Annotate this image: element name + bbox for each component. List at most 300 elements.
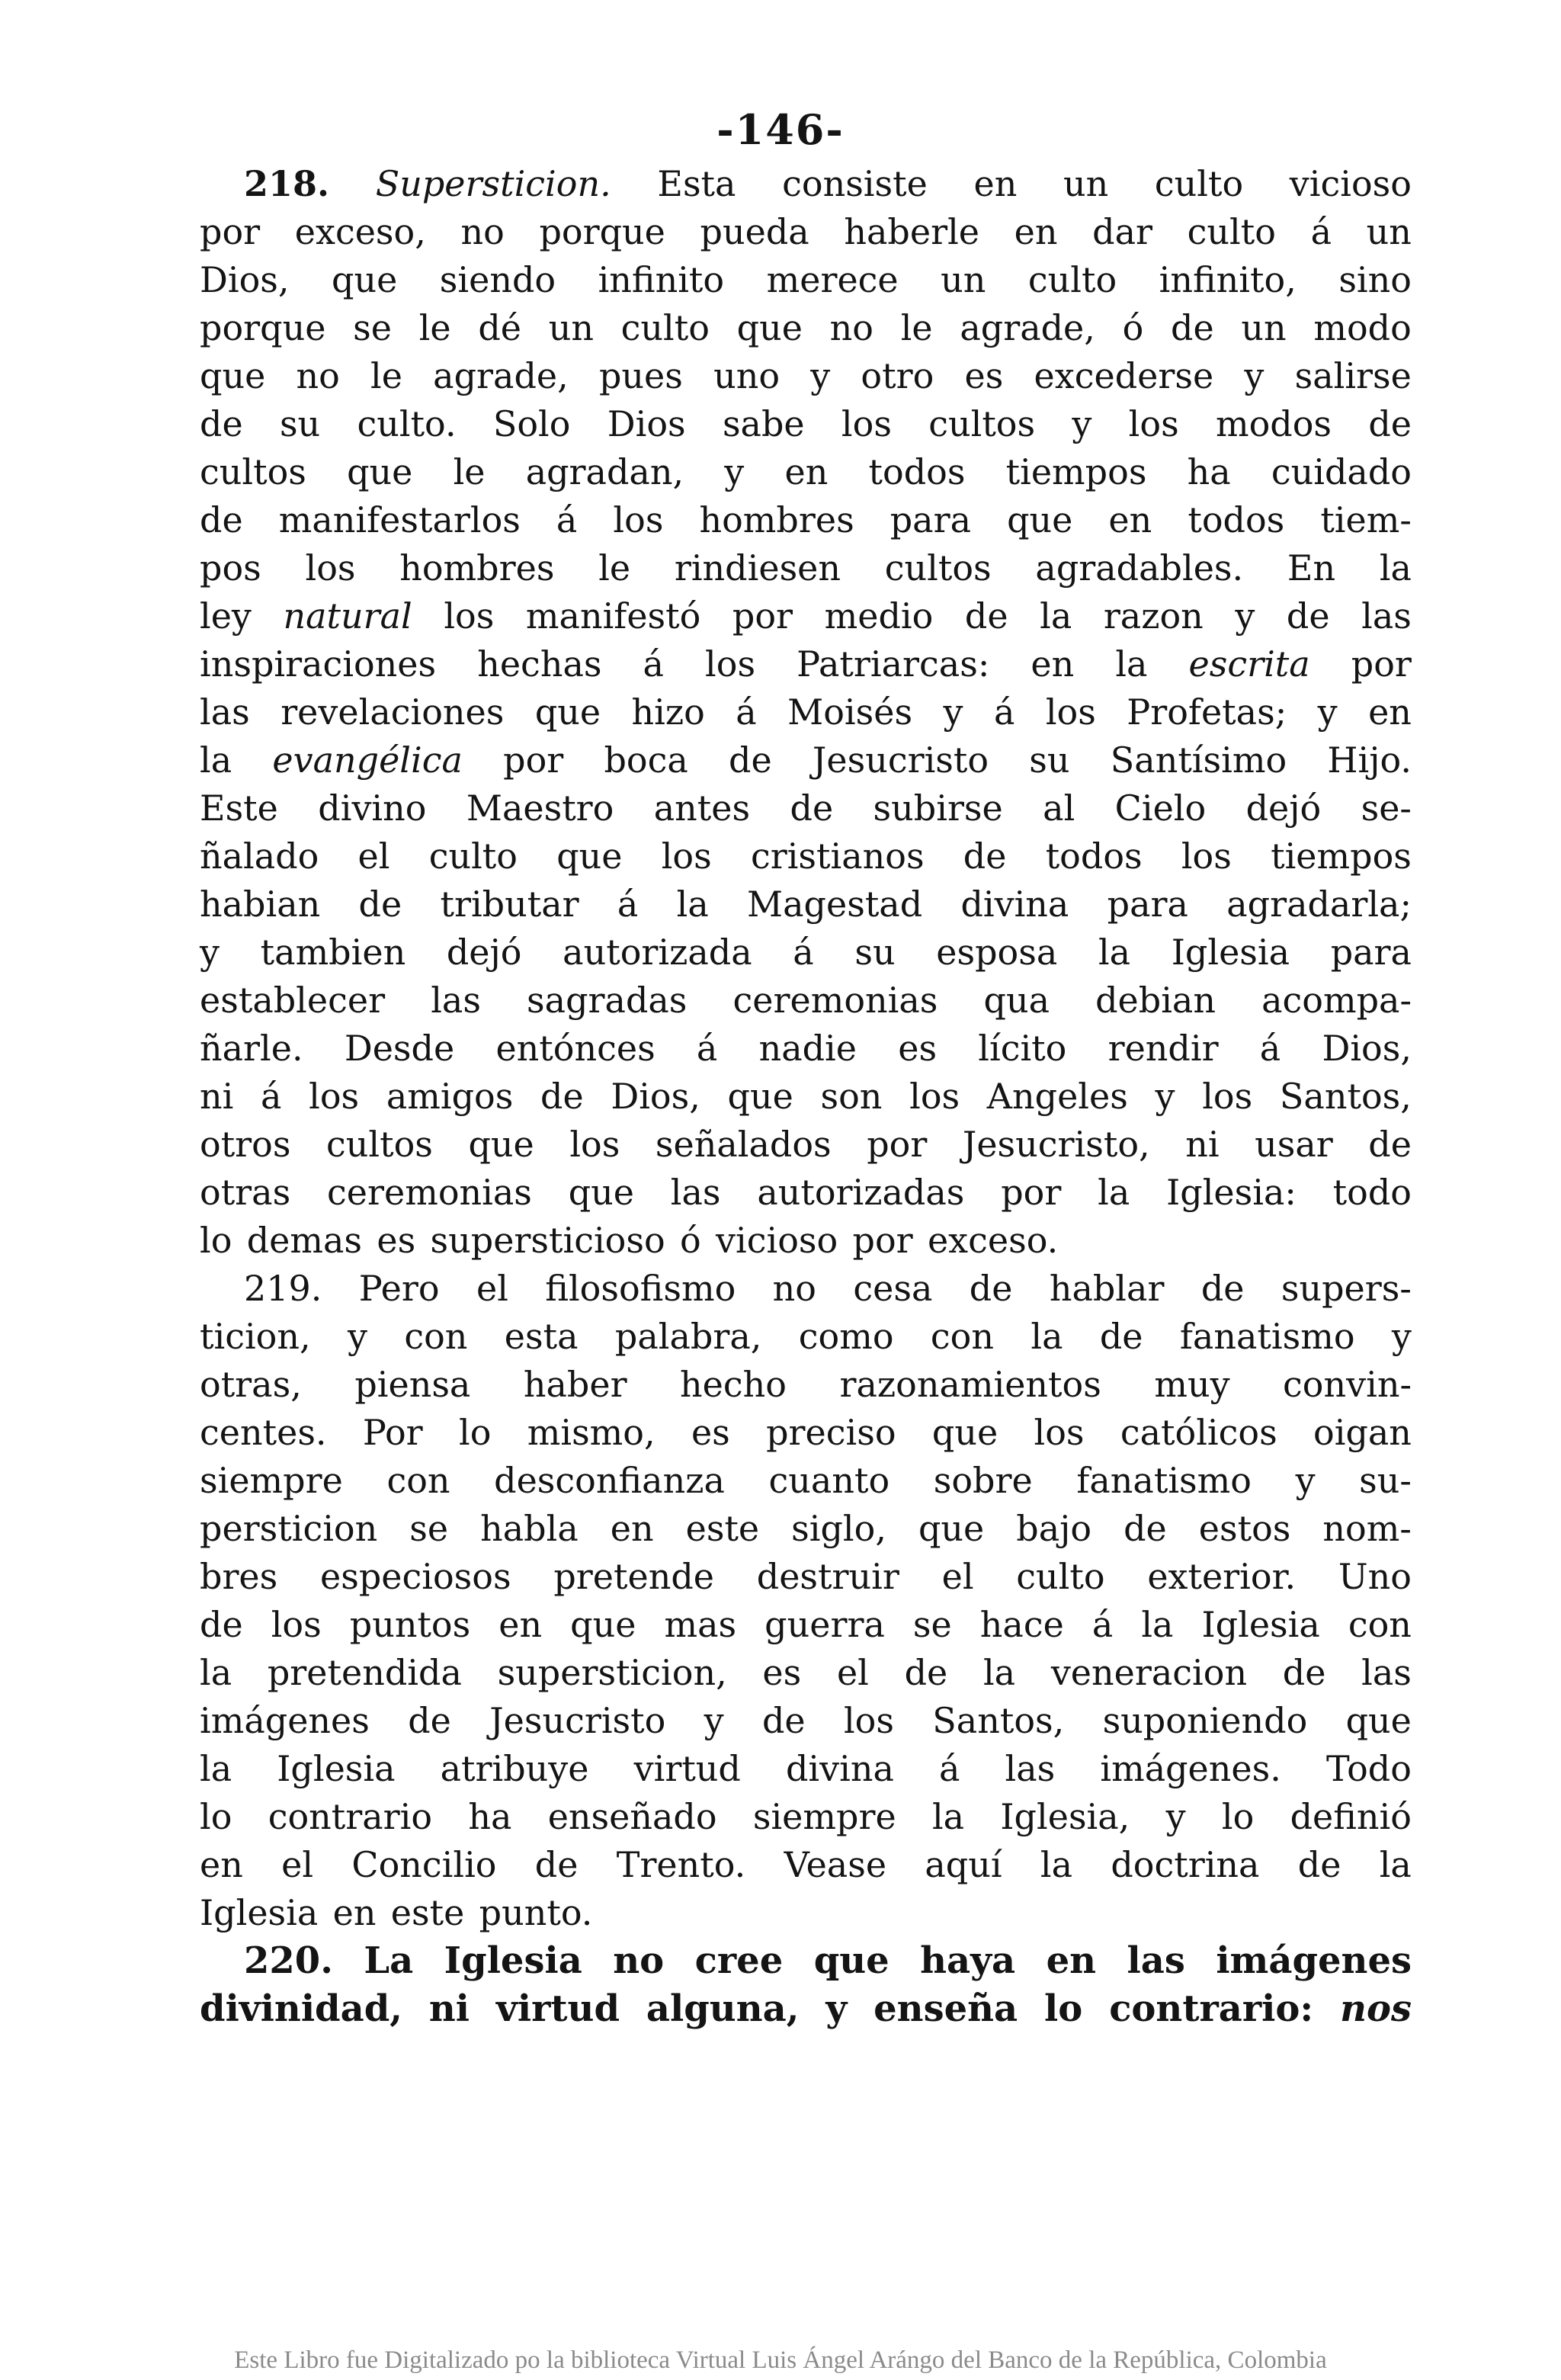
word: subirse (873, 787, 1003, 829)
word: de (761, 1700, 806, 1741)
word: suponiendo (1102, 1700, 1308, 1741)
word: con (1348, 1604, 1412, 1645)
text-line (200, 400, 1412, 448)
text-line (200, 1169, 1412, 1217)
word: otro (861, 355, 934, 396)
word: católicos (1120, 1412, 1277, 1453)
word: imágenes (1216, 1939, 1412, 1982)
word: como (798, 1316, 894, 1357)
word: que (556, 836, 623, 877)
word: á (617, 884, 639, 925)
word: inspiraciones (200, 643, 437, 685)
word: especiosos (320, 1556, 511, 1597)
word: á (1091, 1604, 1114, 1645)
word: mismo, (527, 1412, 655, 1453)
text-line (200, 1553, 1412, 1601)
word: este (685, 1508, 760, 1549)
text-line (200, 1217, 1412, 1265)
word: enseñado (547, 1796, 717, 1837)
text-line (200, 1409, 1412, 1457)
word: palabra, (614, 1316, 762, 1357)
word: en (1014, 211, 1058, 252)
word: los (1181, 836, 1232, 877)
word: ó (680, 1220, 701, 1261)
word: doctrina (1111, 1844, 1260, 1885)
word: el (357, 836, 390, 877)
word: Jesucristo (489, 1700, 666, 1741)
text-line (200, 736, 1412, 784)
word: un (548, 307, 594, 348)
text-line (200, 1985, 1412, 2033)
word: cesa (853, 1268, 933, 1309)
word: lo (1221, 1796, 1255, 1837)
word: esposa (936, 932, 1058, 973)
word: la (931, 1796, 965, 1837)
text-line (200, 688, 1412, 736)
word: siempre (200, 1460, 343, 1501)
word: por (867, 1124, 928, 1165)
word: pretende (553, 1556, 715, 1597)
text-line (200, 544, 1412, 592)
word: Concilio (351, 1844, 497, 1885)
word: ticion, (200, 1316, 311, 1357)
word: salirse (1294, 355, 1412, 396)
word: de (729, 739, 772, 781)
word: los (613, 499, 664, 540)
word: y (1391, 1316, 1412, 1357)
word: Vease (784, 1844, 887, 1885)
word: le (900, 307, 933, 348)
word: en (1046, 1939, 1097, 1982)
word: otras, (200, 1364, 302, 1405)
word: con (386, 1460, 450, 1501)
text-line (200, 1937, 1412, 1985)
word: 220. (244, 1939, 333, 1982)
word: que (200, 355, 266, 396)
word: que (568, 1172, 634, 1213)
word: se (409, 1508, 449, 1549)
word: y (724, 451, 745, 492)
word: bajo (1016, 1508, 1092, 1549)
word: en (1108, 499, 1152, 540)
word: todos (1188, 499, 1285, 540)
word: Solo (492, 403, 571, 444)
word: desconfianza (494, 1460, 725, 1501)
word: que (468, 1124, 534, 1165)
word: culto (1016, 1556, 1105, 1597)
word: cultos (928, 403, 1036, 444)
word: de (1286, 595, 1330, 637)
word: los (841, 403, 892, 444)
word: con (404, 1316, 468, 1357)
word: Dios (607, 403, 686, 444)
word: antes (653, 787, 751, 829)
text-line (200, 1505, 1412, 1553)
word: hizo (631, 691, 705, 733)
word: persticion (200, 1508, 378, 1549)
word: exterior. (1147, 1556, 1297, 1597)
word: sagradas (527, 980, 688, 1021)
word: supersticioso (430, 1220, 665, 1261)
text-line (200, 1697, 1412, 1745)
word: un (941, 259, 986, 300)
word: tiempos (1271, 836, 1412, 877)
word: en (610, 1508, 654, 1549)
word: Patriarcas: (797, 643, 990, 685)
word: medio (824, 595, 934, 637)
word: estos (1198, 1508, 1291, 1549)
word: un (1366, 211, 1412, 252)
word: modos (1215, 403, 1332, 444)
word: que (1007, 499, 1073, 540)
word: Trento. (616, 1844, 746, 1885)
word: virtud (495, 1987, 620, 2030)
word: Profetas; (1127, 691, 1287, 733)
word: evangélica (272, 739, 463, 781)
word: ni (428, 1987, 470, 2030)
text-line (200, 784, 1412, 832)
word: de (200, 403, 243, 444)
word: cuidado (1271, 451, 1412, 492)
word: imágenes. (1100, 1748, 1281, 1789)
word: son (820, 1076, 883, 1117)
word: culto (1187, 211, 1276, 252)
word: que (332, 259, 398, 300)
word: las (1127, 1939, 1185, 1982)
text-line (200, 1793, 1412, 1841)
word: tiem- (1320, 499, 1412, 540)
word: la (676, 884, 709, 925)
word: se (912, 1604, 952, 1645)
word: un (1241, 307, 1287, 348)
word: En (1287, 547, 1336, 589)
word: mas (664, 1604, 737, 1645)
word: culto. (357, 403, 457, 444)
word: acompa- (1261, 980, 1412, 1021)
word: la (1040, 1844, 1073, 1885)
word: no (772, 1268, 816, 1309)
word: la (1379, 1844, 1412, 1885)
word: pos (200, 547, 261, 589)
word: á (938, 1748, 960, 1789)
word: rindiesen (674, 547, 841, 589)
word: y (810, 355, 831, 396)
word: de (1099, 1316, 1143, 1357)
word: autorizada (563, 932, 752, 973)
word: la (200, 1652, 232, 1693)
word: entónces (495, 1028, 655, 1069)
word: lo (459, 1412, 492, 1453)
text-line (200, 256, 1412, 304)
text-line (200, 448, 1412, 496)
word: Supersticion. (375, 163, 611, 204)
word: de (200, 1604, 243, 1645)
word: á (643, 643, 664, 685)
text-line (200, 1361, 1412, 1409)
word: Santos, (1279, 1076, 1412, 1117)
word: en (200, 1844, 243, 1885)
word: escrita (1188, 643, 1310, 685)
text-line (200, 1457, 1412, 1505)
word: es (377, 1220, 416, 1261)
word: tiempos (1005, 451, 1147, 492)
word: fanatismo (1179, 1316, 1355, 1357)
word: este (390, 1892, 465, 1933)
word: Moisés (787, 691, 913, 733)
word: culto (620, 307, 710, 348)
word: y (943, 691, 963, 733)
word: agradan, (525, 451, 684, 492)
word: haya (920, 1939, 1016, 1982)
word: al (1043, 787, 1075, 829)
word: culto (428, 836, 518, 877)
word: de (963, 836, 1007, 877)
word: supersticion, (497, 1652, 727, 1693)
text-line (200, 1265, 1412, 1313)
word: los (843, 1700, 894, 1741)
word: las (431, 980, 481, 1021)
word: ñarle. (200, 1028, 303, 1069)
word: que (931, 1412, 998, 1453)
word: rendir (1107, 1028, 1219, 1069)
body-text (200, 160, 1412, 2033)
word: Iglesia (277, 1748, 396, 1789)
word: y (347, 1316, 367, 1357)
word: nadie (758, 1028, 857, 1069)
word: divinidad, (200, 1987, 402, 2030)
word: de (1200, 1268, 1245, 1309)
word: demas (246, 1220, 363, 1261)
word: Maestro (466, 787, 614, 829)
word: los (1128, 403, 1179, 444)
word: el (941, 1556, 974, 1597)
word: ceremonias (327, 1172, 532, 1213)
text-line (200, 1649, 1412, 1697)
word: de (1368, 403, 1412, 444)
page-number: -146- (716, 105, 845, 154)
word: supers- (1281, 1268, 1412, 1309)
word: Magestad (747, 884, 923, 925)
word: por (200, 211, 261, 252)
word: uno (713, 355, 780, 396)
word: Pero (358, 1268, 440, 1309)
word: los (1202, 1076, 1253, 1117)
word: la (982, 1652, 1016, 1693)
word: lo (200, 1796, 232, 1837)
word: siempre (752, 1796, 896, 1837)
word: autorizadas (757, 1172, 965, 1213)
word: cultos (326, 1124, 433, 1165)
word: haberle (844, 211, 980, 252)
word: 218. (244, 163, 330, 204)
word: de (1297, 1844, 1341, 1885)
word: manifestó (525, 595, 701, 637)
word: por (1351, 643, 1412, 685)
word: de (964, 595, 1008, 637)
word: manifestarlos (278, 499, 521, 540)
word: dé (478, 307, 521, 348)
word: puntos (349, 1604, 471, 1645)
word: nom- (1322, 1508, 1412, 1549)
word: ñalado (200, 836, 319, 877)
word: divina (785, 1748, 894, 1789)
word: culto (1154, 163, 1244, 204)
word: Este (200, 787, 278, 829)
word: Hijo. (1327, 739, 1412, 781)
word: á (736, 691, 757, 733)
word: lo (1044, 1987, 1083, 2030)
digitization-footer: Este Libro fue Digitalizado po la biblioteca Virtual Luis Ángel Arángo del Banco de la República, Colombia (234, 2346, 1327, 2374)
word: Uno (1338, 1556, 1412, 1597)
word: á (1310, 211, 1332, 252)
word: agradables. (1035, 547, 1244, 589)
word: Dios, (611, 1076, 700, 1117)
word: y (825, 1987, 848, 2030)
word: muy (1154, 1364, 1230, 1405)
word: agradarla; (1226, 884, 1412, 925)
word: que (736, 307, 803, 348)
word: en (973, 163, 1018, 204)
word: en (784, 451, 829, 492)
word: le (453, 451, 486, 492)
word: establecer (200, 980, 386, 1021)
text-line (200, 832, 1412, 880)
text-line (200, 352, 1412, 400)
word: Iglesia (1201, 1604, 1320, 1645)
word: el (281, 1844, 314, 1885)
word: le (418, 307, 451, 348)
word: y (704, 1700, 724, 1741)
word: que (534, 691, 601, 733)
word: ceremonias (732, 980, 938, 1021)
word: convin- (1283, 1364, 1412, 1405)
word: Santísimo (1110, 739, 1287, 781)
word: las (1361, 595, 1412, 637)
word: Dios, (200, 259, 290, 300)
text-line (200, 880, 1412, 929)
word: boca (604, 739, 688, 781)
word: Cielo (1114, 787, 1207, 829)
word: natural (283, 595, 412, 637)
word: de (540, 1076, 584, 1117)
word: veneracion (1050, 1652, 1248, 1693)
word: las (1361, 1652, 1412, 1693)
word: lícito (978, 1028, 1067, 1069)
word: ha (1187, 451, 1231, 492)
word: que (813, 1939, 889, 1982)
word: la (1031, 1316, 1063, 1357)
word: la (200, 1748, 232, 1789)
word: hechas (477, 643, 602, 685)
word: tambien (260, 932, 406, 973)
word: y (1295, 1460, 1316, 1501)
word: la (1115, 643, 1148, 685)
text-line (200, 1073, 1412, 1121)
word: Angeles (986, 1076, 1128, 1117)
word: preciso (766, 1412, 896, 1453)
word: es (762, 1652, 802, 1693)
word: destruir (756, 1556, 899, 1597)
word: 219. (244, 1268, 322, 1309)
word: Santos, (932, 1700, 1065, 1741)
word: no (829, 307, 873, 348)
word: pretendida (267, 1652, 462, 1693)
word: divina (960, 884, 1069, 925)
word: los (569, 1124, 620, 1165)
word: otras (200, 1172, 291, 1213)
word: las (670, 1172, 721, 1213)
word: los (305, 547, 356, 589)
word: pueda (700, 211, 809, 252)
word: los (1034, 1412, 1085, 1453)
word: las (1005, 1748, 1056, 1789)
word: hombres (699, 499, 854, 540)
text-line (200, 640, 1412, 688)
word: esta (504, 1316, 579, 1357)
word: para (1107, 884, 1188, 925)
word: dar (1092, 211, 1153, 252)
word: su- (1359, 1460, 1412, 1501)
word: todos (1045, 836, 1143, 877)
word: no (296, 355, 340, 396)
word: Iglesia: (1166, 1172, 1297, 1213)
word: y (1155, 1076, 1175, 1117)
word: señalados (655, 1124, 832, 1165)
word: y (200, 932, 220, 973)
word: su (1029, 739, 1070, 781)
word: Iglesia, (1000, 1796, 1130, 1837)
word: otros (200, 1124, 291, 1165)
word: la (1098, 932, 1131, 973)
word: los (705, 643, 756, 685)
word: definió (1290, 1796, 1412, 1837)
word: á (556, 499, 578, 540)
word: oigan (1313, 1412, 1412, 1453)
word: las (200, 691, 250, 733)
word: contrario (268, 1796, 433, 1837)
word: cultos (884, 547, 992, 589)
word: usar (1255, 1124, 1333, 1165)
text-line (200, 208, 1412, 256)
word: Esta (657, 163, 736, 204)
word: dejó (446, 932, 522, 973)
word: un (1063, 163, 1109, 204)
word: es (691, 1412, 730, 1453)
word: le (598, 547, 631, 589)
word: todos (868, 451, 966, 492)
word: sino (1338, 259, 1412, 300)
text-line (200, 496, 1412, 544)
word: á (696, 1028, 718, 1069)
word: se (353, 307, 392, 348)
word: á (793, 932, 814, 973)
word: lo (200, 1220, 232, 1261)
word: hablar (1049, 1268, 1165, 1309)
word: razon (1103, 595, 1204, 637)
word: cuanto (768, 1460, 890, 1501)
word: de (1123, 1508, 1167, 1549)
word: culto (1027, 259, 1117, 300)
word: y (1317, 691, 1338, 733)
word: la (1379, 547, 1412, 589)
word: amigos (386, 1076, 514, 1117)
word: alguna, (646, 1987, 800, 2030)
word: su (854, 932, 896, 973)
word: ley (200, 595, 252, 637)
word: habla (480, 1508, 579, 1549)
word: de (200, 499, 243, 540)
word: hecho (680, 1364, 787, 1405)
